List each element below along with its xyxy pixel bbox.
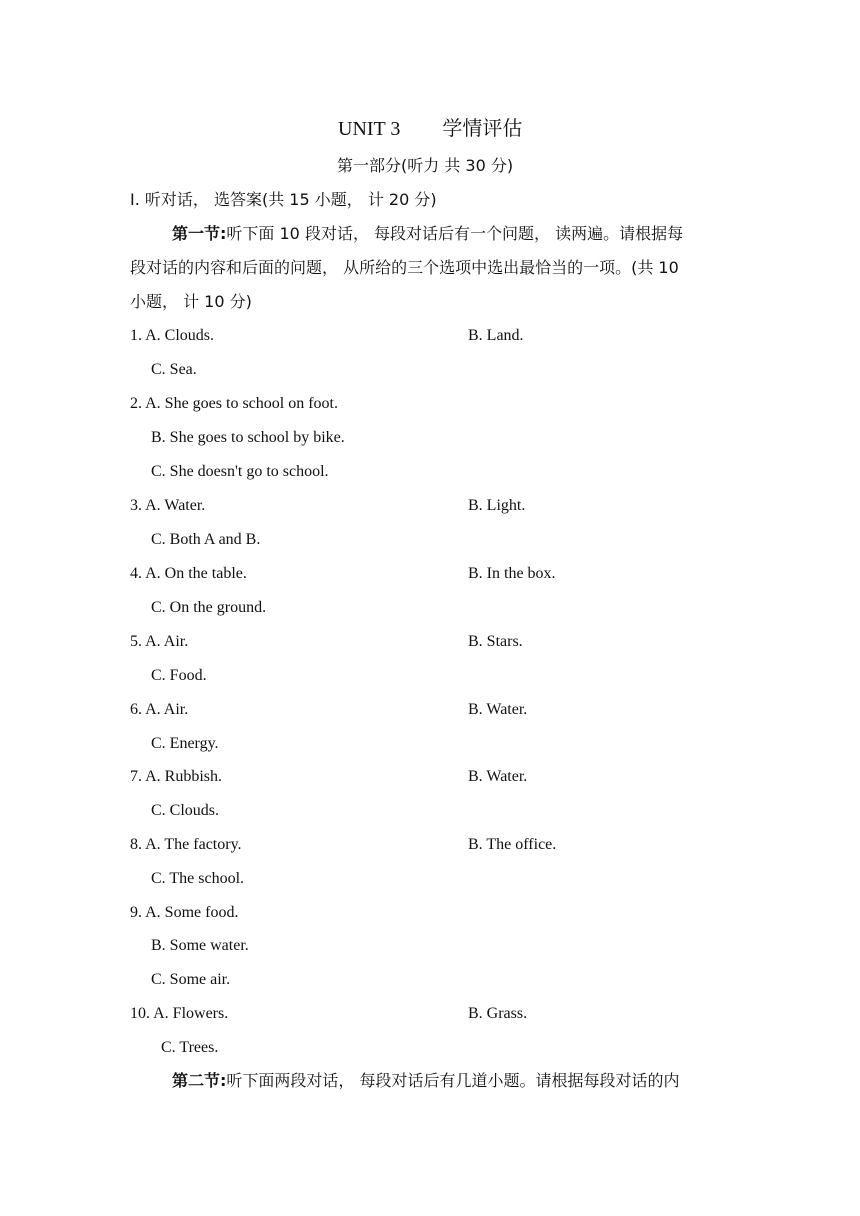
q6-option-a: 6. A. Air. [130,701,189,718]
section1-instructions-line3: 小题， 计 10 分) [130,292,252,311]
section1-instructions-line1 [172,224,683,244]
section2-text: 听下面两段对话， 每段对话后有几道小题。请根据每段对话的内 [226,1071,680,1090]
q2-option-c: C. She doesn't go to school. [151,463,329,480]
q10-option-c: C. Trees. [161,1039,219,1056]
q1-option-c: C. Sea. [151,361,197,378]
section-heading: Ⅰ. 听对话， 选答案(共 15 小题， 计 20 分) [130,190,437,209]
q2-option-b: B. She goes to school by bike. [151,429,345,446]
q9-option-c: C. Some air. [151,971,231,988]
q8-option-b: B. The office. [468,836,557,853]
q9-option-a: 9. A. Some food. [130,904,239,921]
q5-option-a: 5. A. Air. [130,633,189,650]
q7-option-b: B. Water. [468,768,528,785]
q4-option-c: C. On the ground. [151,599,267,616]
page-title [338,116,522,141]
title-text: 学情评估 [442,116,523,140]
section1-label: 第一节: [172,224,227,243]
q7-option-a: 7. A. Rubbish. [130,768,223,785]
part-heading: 第一部分(听力 共 30 分) [337,156,514,175]
q3-option-c: C. Both A and B. [151,531,261,548]
unit-label: UNIT 3 [338,118,401,140]
q10-option-b: B. Grass. [468,1005,528,1022]
section1-instructions-line2: 段对话的内容和后面的问题， 从所给的三个选项中选出最恰当的一项。(共 10 [130,258,679,277]
section2-instructions-line1 [172,1071,680,1091]
q3-option-b: B. Light. [468,497,526,514]
q6-option-b: B. Water. [468,701,528,718]
q1-option-b: B. Land. [468,327,524,344]
q8-option-c: C. The school. [151,870,245,887]
section1-text: 听下面 10 段对话， 每段对话后有一个问题， 读两遍。请根据每 [226,224,684,243]
q4-option-b: B. In the box. [468,565,556,582]
q7-option-c: C. Clouds. [151,802,220,819]
q2-option-a: 2. A. She goes to school on foot. [130,395,338,412]
section2-label: 第二节: [172,1071,227,1090]
q10-option-a: 10. A. Flowers. [130,1005,229,1022]
q5-option-b: B. Stars. [468,633,523,650]
q8-option-a: 8. A. The factory. [130,836,242,853]
q5-option-c: C. Food. [151,667,207,684]
q1-option-a: 1. A. Clouds. [130,327,215,344]
q3-option-a: 3. A. Water. [130,497,206,514]
q6-option-c: C. Energy. [151,735,219,752]
q4-option-a: 4. A. On the table. [130,565,247,582]
q9-option-b: B. Some water. [151,937,249,954]
